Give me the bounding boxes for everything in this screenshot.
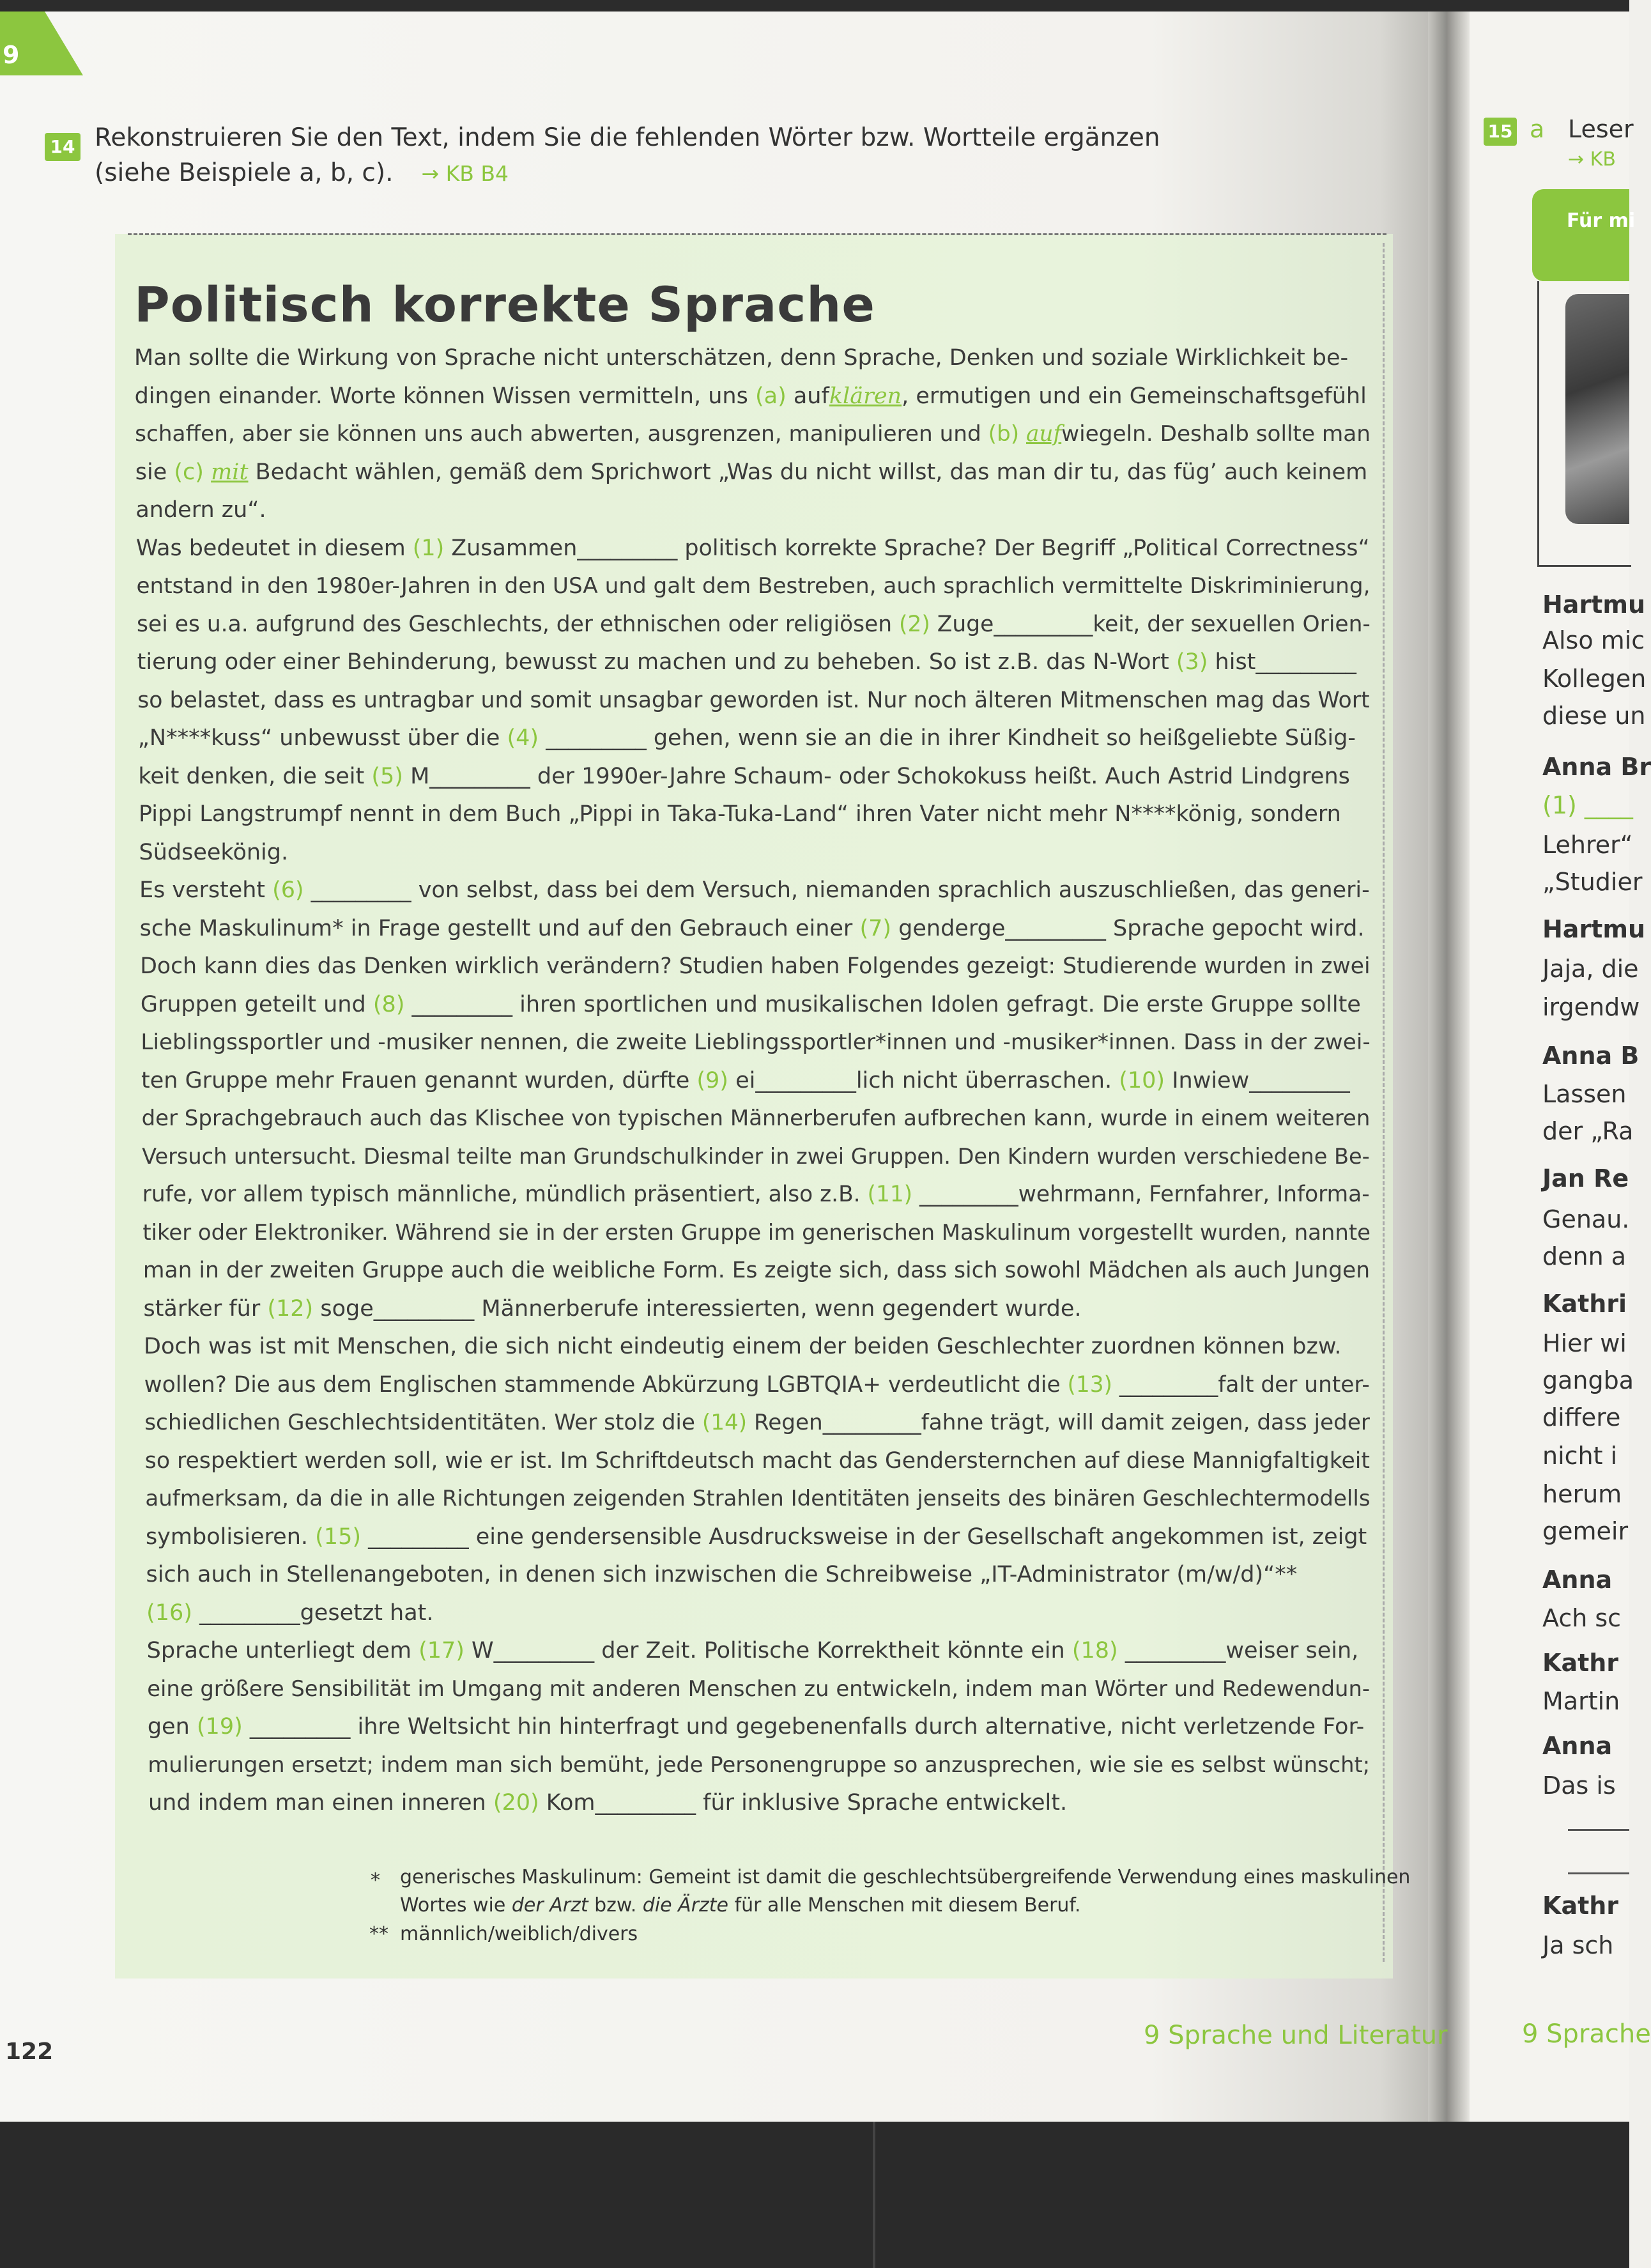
right-dialogue-line: der „Ra (1542, 1117, 1634, 1145)
gap-number: (c) (174, 459, 204, 485)
article-line (143, 1296, 1081, 1322)
task-number-badge: 14 (45, 133, 81, 161)
text-segment: W_________ der Zeit. Politische Korrektheit könnte ein (464, 1638, 1072, 1663)
gap-number: (15) (315, 1524, 361, 1550)
right-dialogue-line: gangba (1542, 1366, 1634, 1394)
text-segment: hist_________ (1208, 649, 1356, 675)
text-segment: keit denken, die seit (138, 763, 372, 789)
right-speaker-name: Kathri (1542, 1290, 1627, 1318)
text-segment: sich auch in Stellenangeboten, in denen sich inzwischen die Schreibweise „IT-Administrator (m/w/d)“** (146, 1562, 1298, 1587)
article-line (138, 764, 1350, 789)
article-line (147, 1676, 1370, 1701)
article-line (136, 536, 1370, 561)
footnote-text: für alle Menschen mit diesem Beruf. (728, 1894, 1081, 1917)
handwritten-answer: mit (211, 459, 249, 485)
text-segment: tiker oder Elektroniker. Während sie in der ersten Gruppe im generischen Maskulinum vorgestellt wurden, nannte (142, 1219, 1371, 1245)
article-line (137, 649, 1356, 675)
text-segment: sie (135, 459, 174, 485)
article-line (144, 1334, 1341, 1359)
right-dialogue-line: „Studier (1542, 868, 1643, 896)
text-segment: Lieblingssportler und -musiker nennen, die zweite Lieblingssportler*innen und -musiker*innen. Dass in der zwei- (141, 1030, 1371, 1055)
text-segment: ten Gruppe mehr Frauen genannt wurden, dürfte (141, 1067, 697, 1093)
right-speaker-name: Kathr (1542, 1892, 1619, 1920)
text-segment: genderge_________ Sprache gepocht wird. (891, 915, 1365, 941)
handwritten-answer: auf (1026, 421, 1062, 447)
chapter-footer: 9 Sprache und Literatur (1144, 2021, 1448, 2050)
page-number: 122 (5, 2039, 54, 2065)
gap-number: (4) (507, 725, 539, 751)
right-speaker-name: Hartmu (1542, 915, 1645, 943)
text-segment: Zuge_________keit, der sexuellen Orien- (930, 611, 1371, 637)
right-photo (1565, 294, 1629, 524)
article-line (141, 1068, 1350, 1093)
gap-number: (9) (696, 1067, 728, 1093)
text-segment: Gruppen geteilt und (140, 991, 373, 1017)
right-dialogue-line: (1) ____ (1542, 791, 1633, 819)
text-segment: _________weiser sein, (1117, 1638, 1359, 1663)
text-segment: schaffen, aber sie können uns auch abwerten, ausgrenzen, manipulieren und (135, 421, 988, 447)
gap-number: (18) (1071, 1638, 1118, 1663)
article-line (138, 725, 1356, 751)
article-line (137, 612, 1371, 637)
text-segment: gen (147, 1714, 197, 1740)
text-segment: Man sollte die Wirkung von Sprache nicht unterschätzen, denn Sprache, Denken und soziale Wirklichkeit be- (134, 345, 1349, 371)
footnote-1-line2 (400, 1894, 1080, 1917)
right-dialogue-line: Martin (1542, 1687, 1620, 1715)
text-segment: soge_________ Männerberufe interessierten, wenn gegendert wurde. (313, 1295, 1082, 1322)
article-line (145, 1448, 1370, 1474)
gap-number: (8) (372, 991, 405, 1017)
text-segment: so belastet, dass es untragbar und somit unsagbar geworden ist. Nur noch älteren Mitmenschen mag das Wort (137, 687, 1370, 713)
text-segment: mulierungen ersetzt; indem man sich bemüht, jede Personengruppe so anzusprechen, wie sie es selbst wünscht; (148, 1752, 1371, 1777)
article-line (139, 877, 1370, 903)
gap-number: (5) (371, 763, 403, 789)
text-segment: _________ von selbst, dass bei dem Versuch, niemanden sprachlich auszuschließen, das generi- (303, 877, 1370, 903)
task-instruction (95, 120, 1181, 191)
right-dialogue-line: Kollegen (1542, 665, 1647, 693)
book-gutter (1428, 12, 1470, 2122)
right-dialogue-line: differe (1542, 1403, 1621, 1431)
gap-number: (17) (419, 1638, 465, 1663)
text-segment: Versuch untersucht. Diesmal teilte man Grundschulkinder in zwei Gruppen. Den Kindern wurden verschiedene Be- (142, 1143, 1370, 1169)
text-segment: sei es u.a. aufgrund des Geschlechts, der ethnischen oder religiösen (137, 611, 900, 637)
text-segment: der Sprachgebrauch auch das Klischee von typischen Männerberufen aufbrechen kann, wurde in einem weiteren (141, 1106, 1371, 1131)
text-segment: ei_________lich nicht überraschen. (728, 1067, 1119, 1093)
right-dialogue-line: diese un (1542, 702, 1646, 730)
article-line (145, 1486, 1370, 1511)
article-line (140, 916, 1365, 941)
article-line (146, 1562, 1298, 1587)
footnote-1-line1: generisches Maskulinum: Gemeint ist damit die geschlechtsübergreifende Verwendung eines maskulinen (400, 1866, 1411, 1888)
text-segment: man in der zweiten Gruppe auch die weibliche Form. Es zeigte sich, dass sich sowohl Mädchen als auch Jungen (142, 1258, 1371, 1283)
article-line (143, 1258, 1370, 1283)
text-segment: _________ ihren sportlichen und musikalischen Idolen gefragt. Die erste Gruppe sollte (404, 991, 1361, 1017)
text-segment: Bedacht wählen, gemäß dem Sprichwort „Was du nicht willst, das man dir tu, das füg’ auch keinem (248, 459, 1368, 485)
article-line (141, 1030, 1370, 1055)
text-segment: dingen einander. Worte können Wissen vermitteln, uns (134, 383, 755, 409)
gap-number: (7) (859, 915, 892, 941)
text-segment: andern zu“. (135, 497, 266, 523)
right-dialogue-line: Lehrer“ (1542, 831, 1633, 859)
right-box-text: Für mi (1567, 210, 1636, 232)
gap-number: (3) (1176, 649, 1208, 675)
right-dialogue-line: nicht i (1542, 1442, 1618, 1470)
fold-line (873, 2122, 875, 2268)
article-line (140, 953, 1370, 979)
scan-top-edge (0, 0, 1629, 12)
gap-number: (2) (899, 611, 930, 637)
dashed-divider (128, 233, 1386, 235)
article-title: Politisch korrekte Sprache (134, 276, 875, 333)
handwritten-answer: klären (829, 383, 902, 409)
text-segment: Zusammen_________ politisch korrekte Sprache? Der Begriff „Political Correctness“ (444, 535, 1370, 561)
text-segment (204, 459, 211, 485)
right-dialogue-line: gemeir (1542, 1517, 1629, 1545)
text-segment: Was bedeutet in diesem (135, 535, 413, 561)
footnote-1-marker: * (371, 1869, 380, 1892)
article-line (141, 992, 1361, 1017)
text-segment: und indem man einen inneren (148, 1790, 493, 1816)
text-segment: wiegeln. Deshalb sollte man (1061, 421, 1371, 447)
gap-number: (12) (267, 1295, 314, 1322)
text-segment: stärker für (143, 1295, 268, 1322)
article-line (135, 421, 1371, 447)
right-dialogue-line: Hier wi (1542, 1329, 1627, 1357)
right-task-word: Leser (1568, 115, 1634, 143)
gap-number: (b) (988, 421, 1020, 447)
text-segment: Pippi Langstrumpf nennt in dem Buch „Pippi in Taka-Tuka-Land“ ihren Vater nicht mehr N****könig, sondern (138, 801, 1341, 827)
article-line (148, 1752, 1370, 1777)
article-line (142, 1144, 1370, 1169)
gap-number: (6) (272, 877, 304, 903)
right-chapter-footer: 9 Sprache (1522, 2019, 1651, 2049)
gap-number: (1) (412, 535, 445, 561)
article-line (139, 801, 1341, 827)
chapter-tab (0, 12, 83, 75)
text-segment: rufe, vor allem typisch männliche, mündlich präsentiert, also z.B. (142, 1182, 868, 1207)
article-line (142, 1106, 1371, 1131)
text-segment: Inwiew_________ (1165, 1067, 1350, 1093)
gap-number: (a) (755, 383, 787, 409)
article-line (144, 1372, 1370, 1398)
text-segment: Regen_________fahne trägt, will damit zeigen, dass jeder (747, 1410, 1370, 1435)
right-speaker-name: Anna (1542, 1566, 1613, 1594)
text-segment: Südseekönig. (139, 839, 289, 865)
gap-number: (19) (196, 1714, 243, 1740)
article-line (148, 1790, 1067, 1816)
task-instruction-line1: Rekonstruieren Sie den Text, indem Sie die fehlenden Wörter bzw. Wortteile ergänzen (95, 123, 1160, 152)
text-segment: _________gesetzt hat. (192, 1600, 434, 1626)
article-line (142, 1182, 1370, 1207)
right-dialogue-line: herum (1542, 1480, 1622, 1508)
text-segment: _________ gehen, wenn sie an die in ihrer Kindheit so heißgeliebte Süßig- (539, 725, 1356, 751)
text-segment: wollen? Die aus dem Englischen stammende Abkürzung LGBTQIA+ verdeutlicht die (144, 1371, 1068, 1398)
right-speaker-name: Hartmu (1542, 590, 1645, 619)
right-dialogue-line: Lassen (1542, 1080, 1627, 1108)
right-speaker-name: Anna (1542, 1732, 1613, 1760)
right-task-letter: a (1530, 115, 1545, 143)
right-speaker-name: Kathr (1542, 1649, 1619, 1677)
footnote-example: der Arzt (511, 1894, 588, 1917)
text-segment: aufmerksam, da die in alle Richtungen zeigenden Strahlen Identitäten jenseits des binären Geschlechtermodells (145, 1486, 1371, 1511)
kb-reference-link[interactable]: → KB B4 (421, 161, 509, 186)
right-dialogue-line: Ja sch (1542, 1931, 1614, 1959)
article-line (135, 383, 1367, 409)
article-line (137, 688, 1369, 713)
text-segment: sche Maskulinum* in Frage gestellt und auf den Gebrauch einer (139, 915, 860, 941)
text-segment: eine größere Sensibilität im Umgang mit anderen Menschen zu entwickeln, indem man Wörter und Redewendun- (147, 1676, 1371, 1701)
text-segment: auf (786, 383, 829, 409)
text-segment: Doch kann dies das Denken wirklich verändern? Studien haben Folgendes gezeigt: Studierende wurden in zwei (140, 953, 1371, 979)
dashed-border-right (1383, 243, 1385, 1962)
chapter-tab-number: 9 (3, 41, 20, 69)
article-line (136, 573, 1370, 599)
task-instruction-line2: (siehe Beispiele a, b, c). (95, 158, 394, 187)
text-segment: , ermutigen und ein Gemeinschaftsgefühl (902, 383, 1367, 409)
article-line (142, 1220, 1371, 1245)
right-dialogue-line: Ach sc (1542, 1604, 1622, 1632)
gap-number: (16) (146, 1600, 192, 1626)
text-segment: Doch was ist mit Menschen, die sich nicht eindeutig einem der beiden Geschlechter zuordnen können bzw. (144, 1334, 1342, 1359)
text-segment: so respektiert werden soll, wie er ist. Im Schriftdeutsch macht das Gendersternchen auf diese Mannigfaltigkeit (144, 1447, 1371, 1474)
article-line (146, 1600, 433, 1626)
right-answer-line (1568, 1829, 1629, 1831)
text-segment: entstand in den 1980er-Jahren in den USA und galt dem Bestreben, auch sprachlich vermittelte Diskriminierung, (136, 573, 1371, 599)
footnote-text: bzw. (588, 1894, 643, 1917)
gap-number: (11) (867, 1182, 913, 1207)
article-line (148, 1714, 1364, 1740)
right-dialogue-line: Genau. (1542, 1205, 1630, 1233)
text-segment: _________ ihre Weltsicht hin hinterfragt und gegebenenfalls durch alternative, nicht verletzende For- (242, 1714, 1365, 1740)
article-line (147, 1638, 1359, 1663)
gap-number: (20) (493, 1790, 539, 1816)
right-dialogue-line: denn a (1542, 1242, 1627, 1270)
right-green-box (1532, 189, 1636, 281)
text-segment: _________falt der unter- (1112, 1371, 1370, 1398)
gap-number: (10) (1119, 1067, 1165, 1093)
scan-bottom-edge (0, 2122, 1629, 2268)
text-segment: „N****kuss“ unbewusst über die (137, 725, 507, 751)
right-dialogue-line: Jaja, die (1542, 955, 1639, 983)
article-line (135, 459, 1367, 485)
text-segment: M_________ der 1990er-Jahre Schaum- oder Schokokuss heißt. Auch Astrid Lindgrens (403, 763, 1350, 789)
text-segment: _________wehrmann, Fernfahrer, Informa- (912, 1182, 1370, 1207)
article-line (134, 345, 1348, 371)
right-dialogue-line: Das is (1542, 1771, 1616, 1800)
article-line (146, 1524, 1367, 1550)
text-segment (1019, 421, 1026, 447)
right-dialogue-line: Also mic (1542, 626, 1645, 654)
footnote-text: Wortes wie (400, 1894, 512, 1917)
right-speaker-name: Anna B (1542, 1042, 1639, 1070)
right-task-number-badge: 15 (1484, 118, 1517, 146)
right-speaker-name: Jan Re (1542, 1164, 1629, 1192)
gap-number: (13) (1067, 1371, 1112, 1398)
footnote-2-line: männlich/weiblich/divers (400, 1923, 638, 1945)
article-line (144, 1410, 1370, 1435)
article-line (135, 497, 266, 523)
text-segment: schiedlichen Geschlechtsidentitäten. Wer stolz die (144, 1410, 702, 1435)
text-segment: Kom_________ für inklusive Sprache entwickelt. (539, 1790, 1068, 1816)
gap-number: (14) (702, 1410, 748, 1435)
text-segment: _________ eine gendersensible Ausdrucksweise in der Gesellschaft angekommen ist, zeigt (361, 1524, 1367, 1550)
right-answer-line (1568, 1872, 1629, 1874)
text-segment: Sprache unterliegt dem (146, 1638, 419, 1663)
text-segment: Es versteht (139, 877, 273, 903)
footnote-example: die Ärzte (642, 1894, 728, 1917)
text-segment: tierung oder einer Behinderung, bewusst zu machen und zu beheben. So ist z.B. das N-Wort (137, 649, 1176, 675)
text-segment: symbolisieren. (145, 1524, 316, 1550)
right-dialogue-line: irgendw (1542, 993, 1640, 1021)
footnote-2-marker: ** (369, 1923, 388, 1945)
right-speaker-name: Anna Br (1542, 753, 1651, 781)
right-kb-reference[interactable]: → KB (1568, 148, 1616, 171)
article-line (139, 840, 289, 865)
